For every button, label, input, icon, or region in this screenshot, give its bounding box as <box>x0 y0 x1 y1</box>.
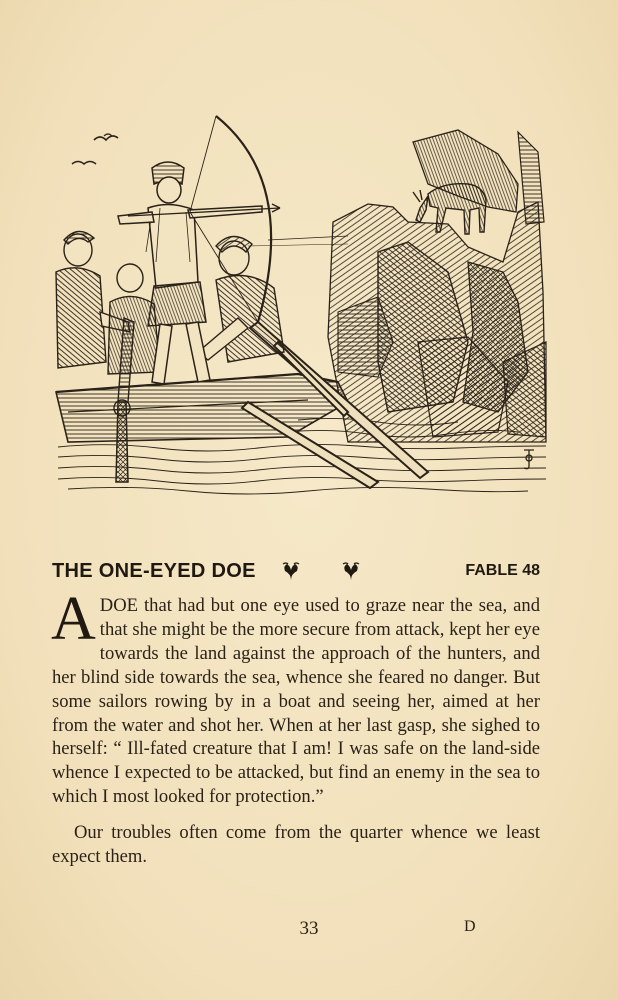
drop-cap: A <box>51 585 96 653</box>
fable-title: THE ONE-EYED DOE <box>52 559 256 582</box>
signature-mark: D <box>464 918 476 935</box>
fable-body: DOE that had but one eye used to graze near the sea, and that she might be the more secure from attack, kept her eye towards the land against the approach of the hunters, and her blind side towards the sea, whence she feared no danger. But some sailors rowing by in a boat and seeing her, aimed at her from the water and shot her. When at her last gasp, she sighed to herself: “ Ill-fated creature that I am! I was safe on the land-side whence I expected to be attacked, but find an enemy in the sea to which I most looked for protection.” <box>52 595 540 808</box>
fable-body-paragraph <box>51 585 540 809</box>
page-number: 33 <box>299 918 319 939</box>
monogram-icon <box>524 450 534 469</box>
woodcut-illustration <box>48 112 548 497</box>
fleuron-icon <box>280 560 302 582</box>
fable-number: FABLE 48 <box>465 562 540 579</box>
fleuron-icon <box>340 560 362 582</box>
fable-moral: Our troubles often come from the quarter whence we least expect them. <box>52 822 540 868</box>
fable-text <box>51 585 540 869</box>
fable-heading <box>52 556 540 586</box>
